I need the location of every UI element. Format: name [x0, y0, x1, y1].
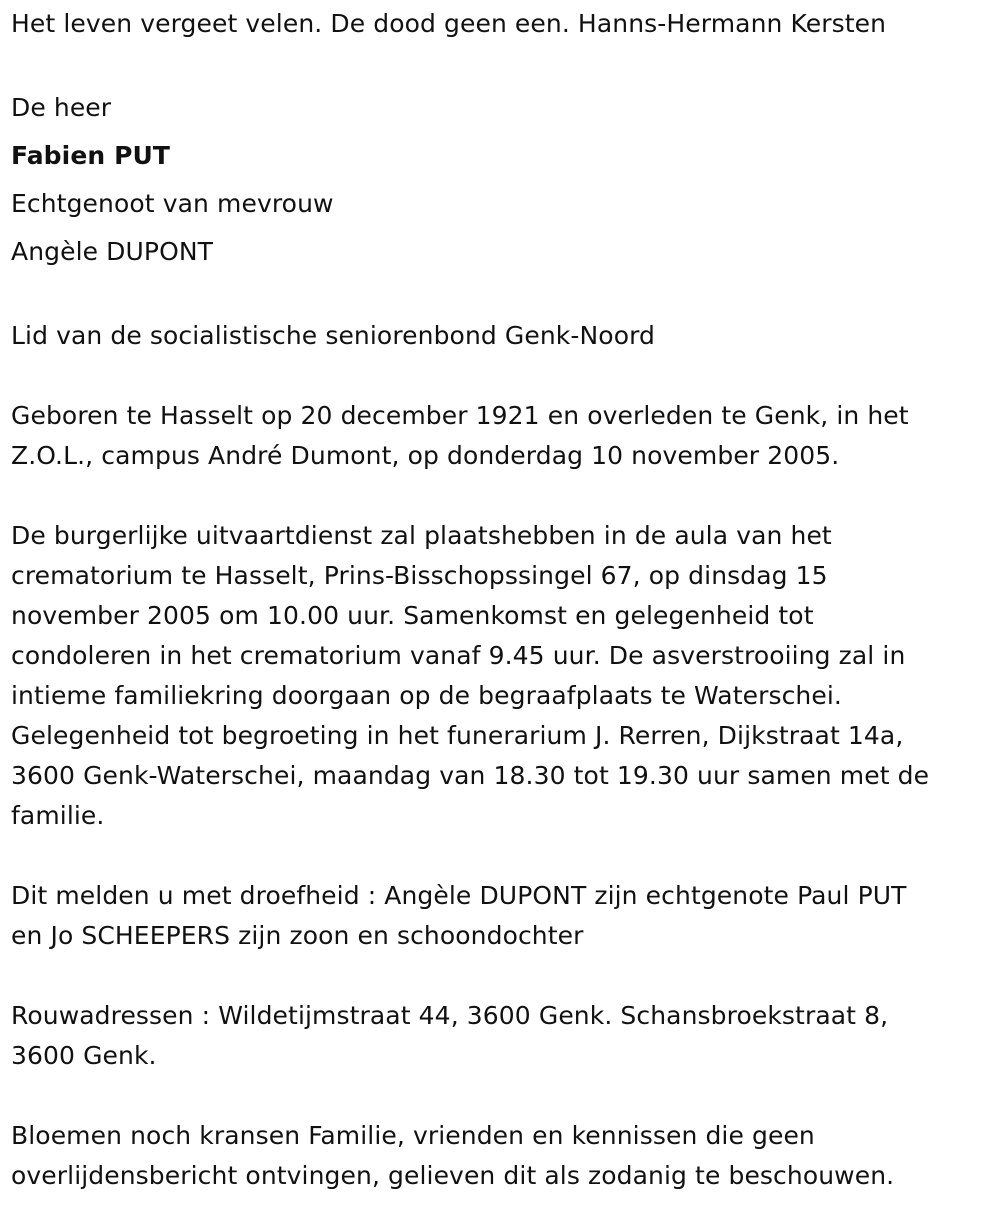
- paragraph-line: 3600 Genk.: [11, 1041, 157, 1070]
- paragraph-line: Bloemen noch kransen Familie, vrienden en kennissen die geen: [11, 1121, 815, 1150]
- paragraph-line: crematorium te Hasselt, Prins-Bisschopssingel 67, op dinsdag 15: [11, 561, 828, 590]
- spouse-name: Angèle DUPONT: [11, 237, 214, 266]
- announcement-paragraph: [11, 876, 991, 956]
- salutation: De heer: [11, 93, 112, 122]
- paragraph-line: november 2005 om 10.00 uur. Samenkomst en gelegenheid tot: [11, 601, 814, 630]
- membership-text: Lid van de socialistische seniorenbond Genk-Noord: [11, 321, 655, 350]
- paragraph-line: Z.O.L., campus André Dumont, op donderdag 10 november 2005.: [11, 441, 840, 470]
- spacer: [11, 476, 991, 516]
- spacer: [11, 276, 991, 316]
- obituary-document: [11, 4, 991, 1196]
- opening-quote: Het leven vergeet velen. De dood geen een. Hanns-Hermann Kersten: [11, 9, 887, 38]
- paragraph-line: en Jo SCHEEPERS zijn zoon en schoondochter: [11, 921, 584, 950]
- spacer: [11, 356, 991, 396]
- addresses-paragraph: [11, 996, 991, 1076]
- deceased-name: Fabien PUT: [11, 141, 171, 170]
- paragraph-line: De burgerlijke uitvaartdienst zal plaatshebben in de aula van het: [11, 521, 832, 550]
- paragraph-line: familie.: [11, 801, 105, 830]
- paragraph-line: overlijdensbericht ontvingen, gelieven dit als zodanig te beschouwen.: [11, 1161, 895, 1190]
- paragraph-line: 3600 Genk-Waterschei, maandag van 18.30 tot 19.30 uur samen met de: [11, 761, 930, 790]
- paragraph-line: intieme familiekring doorgaan op de begraafplaats te Waterschei.: [11, 681, 842, 710]
- paragraph-line: Gelegenheid tot begroeting in het funerarium J. Rerren, Dijkstraat 14a,: [11, 721, 904, 750]
- spacer: [11, 1076, 991, 1116]
- paragraph-line: Geboren te Hasselt op 20 december 1921 en overleden te Genk, in het: [11, 401, 909, 430]
- paragraph-line: condoleren in het crematorium vanaf 9.45 uur. De asverstrooiing zal in: [11, 641, 906, 670]
- paragraph-line: Rouwadressen : Wildetijmstraat 44, 3600 Genk. Schansbroekstraat 8,: [11, 1001, 889, 1030]
- closing-paragraph: [11, 1116, 991, 1196]
- spacer: [11, 956, 991, 996]
- spacer: [11, 836, 991, 876]
- spacer: [11, 44, 991, 84]
- paragraph-line: Dit melden u met droefheid : Angèle DUPONT zijn echtgenote Paul PUT: [11, 881, 907, 910]
- spouse-relation: Echtgenoot van mevrouw: [11, 189, 334, 218]
- ceremony-paragraph: [11, 516, 991, 836]
- birth-death-paragraph: [11, 396, 991, 476]
